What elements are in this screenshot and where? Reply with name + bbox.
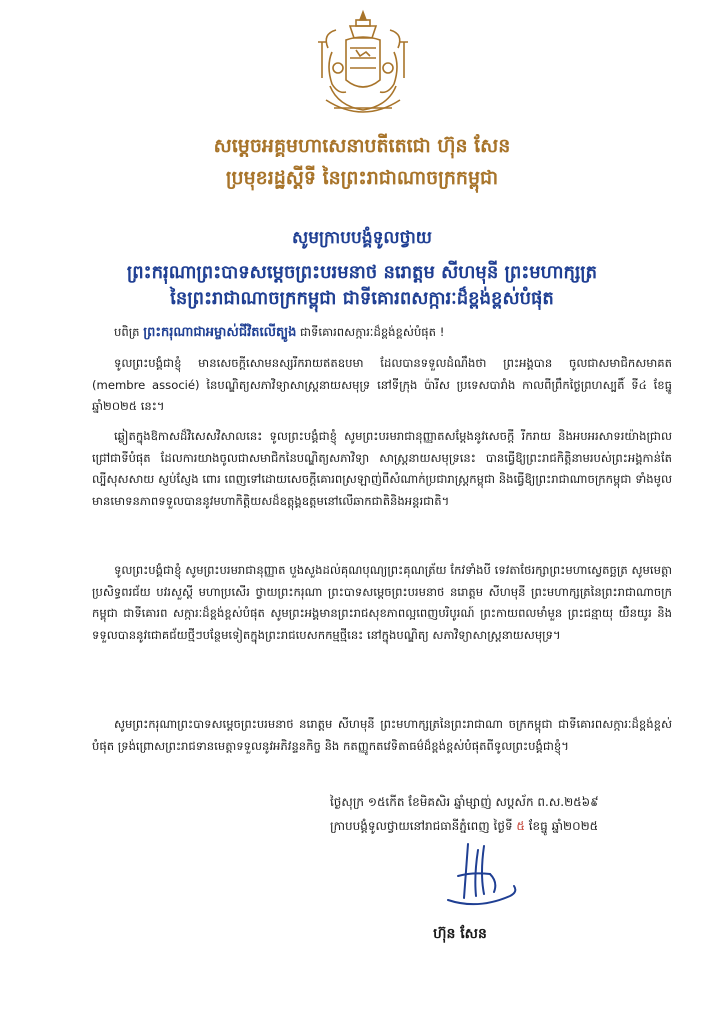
- place-date-suffix: ខែធ្នូ ឆ្នាំ២០២៥: [524, 819, 599, 833]
- paragraph-2: ឆ្លៀតក្នុងឱកាសដ៏វិសេសវិសាលនេះ ទូលព្រះបង្គំជាខ្ញុំ សូមព្រះបរមរាជានុញ្ញាតសម្តែងនូវសេចក្តី រីករាយ និងអបអរសាទរយ៉ាងជ្រាលជ្រៅជាទីបំផុត ដែលការយាងចូលជាសមាជិកនៃបណ្ឌិត្យសភាវិទ្យា សាស្ត្រនាយសមុទ្រនេះ បានធ្វើឱ្យព្រះរាជកិត្តិនាមរបស់ព្រះអង្គកាន់តែល្បីសុសសាយ ស្ញប់ស្ញែង ពោរ ពេញទៅដោយសេចក្តីគោរពស្រឡាញ់ពីសំណាក់ប្រជារាស្ត្រកម្ពុជា និងធ្វើឱ្យព្រះរាជាណាចក្រកម្ពុជា ទាំងមូល មានមោទនភាពទទួលបាននូវមហាកិត្តិយសដ៏ឧត្តុង្គឧត្តមនៅលើឆាកជាតិនិងអន្តរជាតិ។: [92, 429, 672, 508]
- place-date-day: ៥: [516, 819, 525, 833]
- paragraph-3: ទូលព្រះបង្គំជាខ្ញុំ សូមព្រះបរមរាជានុញ្ញាត បួងសួងដល់គុណបុណ្យព្រះគុណត្រ័យ កែវទាំងបី ទេវតាថែរក្សាព្រះមហាស្វេតច្ឆត្រ សូមមេត្តាប្រសិទ្ធពរជ័យ បវរសួស្តី មហាប្រសើរ ថ្វាយព្រះករុណា ព្រះបាទសម្តេចព្រះបរមនាថ នរោត្តម សីហមុនី ព្រះមហាក្សត្រនៃព្រះរាជាណាចក្រកម្ពុជា ជាទីគោរព សក្ការៈដ៏ខ្ពង់ខ្ពស់បំផុត សូមព្រះអង្គមានព្រះរាជសុខភាពល្អពេញបរិបូរណ៍ ព្រះកាយពលមាំមួន ព្រះជន្មាយុ យឺនយូរ និងទទួលបាននូវជោគជ័យថ្មីៗបន្ថែមទៀតក្នុងព្រះរាជបេសកកម្មថ្មីនេះ នៅក្នុងបណ្ឌិត្យ សភាវិទ្យាសាស្ត្រនាយសមុទ្រ។: [92, 563, 672, 642]
- sender-name: សម្តេចអគ្គមហាសេនាបតីតេជោ ហ៊ុន សែន: [213, 135, 511, 157]
- salutation-line-1: សូមក្រាបបង្គំទូលថ្វាយ: [292, 228, 432, 248]
- signer-name: ហ៊ុន សែន: [433, 926, 487, 942]
- opening-prefix: បពិត្រ: [114, 325, 144, 339]
- sender-title: ប្រមុខរដ្ឋស្តីទី នៃព្រះរាជាណាចក្រកម្ពុជា: [225, 167, 499, 189]
- handwritten-signature-icon: [428, 836, 528, 916]
- royal-coat-of-arms-icon: [308, 8, 418, 126]
- opening-address: [92, 322, 672, 344]
- opening-suffix: ជាទីគោរពសក្ការៈដ៏ខ្ពង់ខ្ពស់បំផុត !: [296, 325, 445, 339]
- place-date-prefix: ក្រាបបង្គំទូលថ្វាយនៅរាជធានីភ្នំពេញ ថ្ងៃទី: [330, 819, 517, 833]
- paragraph-4: សូមព្រះករុណាព្រះបាទសម្តេចព្រះបរមនាថ នរោត្តម សីហមុនី ព្រះមហាក្សត្រនៃព្រះរាជាណា ចក្រកម្ពុជា ជាទីគោរពសក្ការៈដ៏ខ្ពង់ខ្ពស់បំផុត ទ្រង់ព្រោសព្រះរាជទានមេត្តាទទួលនូវអភិវន្ទនកិច្ច និង កតញ្ញូកតវេទិតាធម៌ដ៏ខ្ពង់ខ្ពស់បំផុតពីទូលព្រះបង្គំជាខ្ញុំ។: [92, 717, 672, 753]
- paragraph-1: ទូលព្រះបង្គំជាខ្ញុំ មានសេចក្តីសោមនស្សរីករាយឥតឧបមា ដែលបានទទួលដំណឹងថា ព្រះអង្គបាន ចូលជាសមាជិកសមាគត (membre associé) នៃបណ្ឌិត្យសភាវិទ្យាសាស្ត្រនាយសមុទ្រ នៅទីក្រុង ប៉ារីស ប្រទេសបារាំង កាលពីព្រឹកថ្ងៃព្រហស្បតិ៍ ទី៤ ខែធ្នូ ឆ្នាំ២០២៥ នេះ។: [92, 356, 672, 413]
- salutation-line-3: នៃព្រះរាជាណាចក្រកម្ពុជា ជាទីគោរពសក្ការៈដ៏ខ្ពង់ខ្ពស់បំផុត: [170, 288, 554, 309]
- place-date: [330, 814, 690, 838]
- opening-highlight: ព្រះករុណាជាអម្ចាស់ជីវិតលើត្បូង: [143, 325, 297, 340]
- salutation-line-2: ព្រះករុណាព្រះបាទសម្តេចព្រះបរមនាថ នរោត្តម សីហមុនី ព្រះមហាក្សត្រ: [126, 262, 598, 283]
- lunar-date: ថ្ងៃសុក្រ ១៥កើត ខែមិគសិរ ឆ្នាំម្សាញ់ សប្តស័ក ព.ស.២៥៦៩: [330, 795, 599, 809]
